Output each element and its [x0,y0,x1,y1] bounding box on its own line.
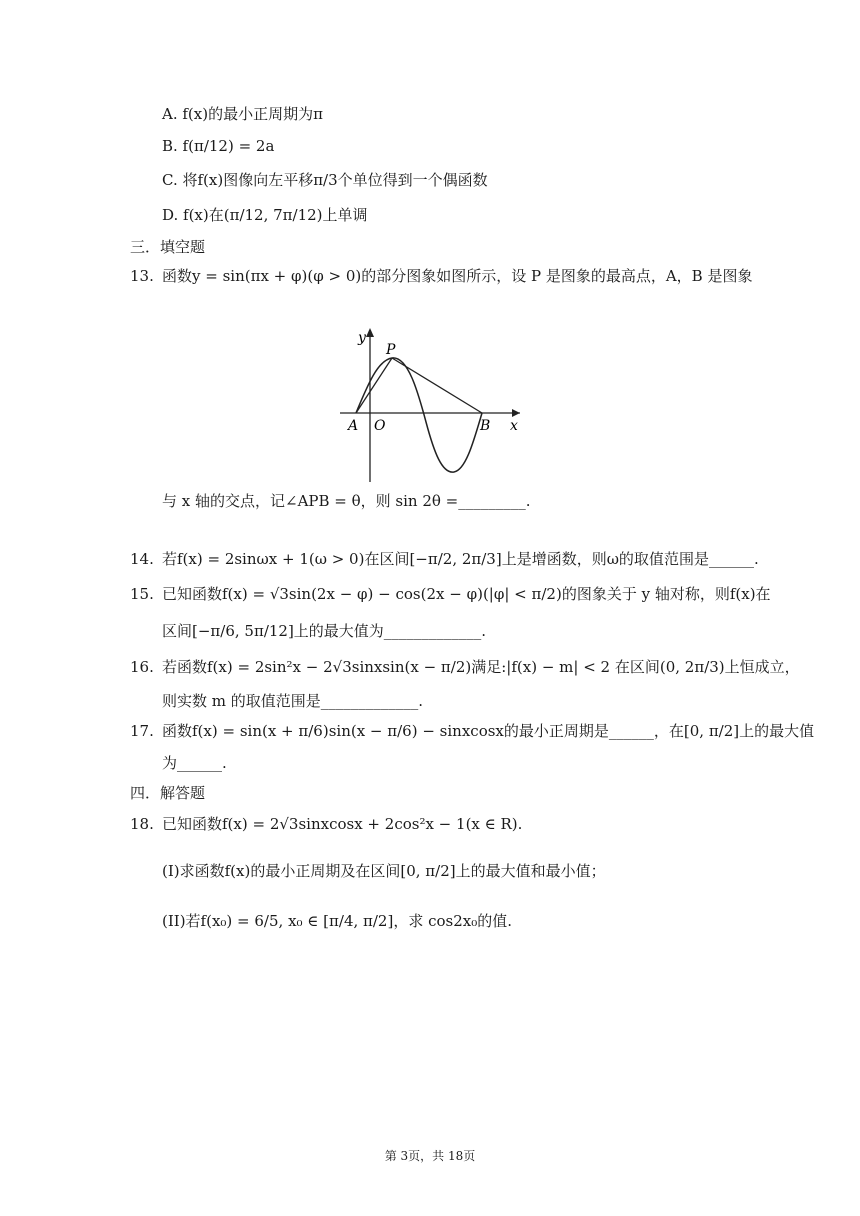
sine-graph-figure [330,322,530,484]
question-18-text: 已知函数f(x) = 2√3sinxcosx + 2cos²x − 1(x ∈ R). [162,815,523,833]
y-axis-arrow [366,328,374,337]
section-title-solutions: 四．解答题 [130,784,206,802]
segment-ap [356,358,392,413]
x-axis-label: x [510,418,518,434]
question-18-number: 18. [130,815,154,833]
option-b: B. f(π/12) = 2a [162,137,275,155]
option-d: D. f(x)在(π/12, 7π/12)上单调 [162,206,368,224]
question-15-text-continued: 区间[−π/6, 5π/12]上的最大值为_____________. [162,622,487,640]
question-13-text-continued: 与 x 轴的交点，记∠APB = θ，则 sin 2θ =_________. [162,492,531,510]
question-15-number: 15. [130,585,154,603]
origin-label: O [374,418,386,434]
question-17-number: 17. [130,722,154,740]
option-c: C. 将f(x)图像向左平移π/3个单位得到一个偶函数 [162,171,488,189]
point-a-label: A [348,418,359,434]
section-title-fill-blank: 三．填空题 [130,238,206,256]
option-a: A. f(x)的最小正周期为π [162,105,323,123]
question-15-text: 已知函数f(x) = √3sin(2x − φ) − cos(2x − φ)(|φ| < π/2)的图象关于 y 轴对称，则f(x)在 [162,585,771,603]
question-16-number: 16. [130,658,154,676]
question-13-text: 函数y = sin(πx + φ)(φ > 0)的部分图象如图所示，设 P 是图象的最高点，A，B 是图象 [162,267,753,285]
point-p-label: P [386,342,396,358]
question-17-text: 函数f(x) = sin(x + π/6)sin(x − π/6) − sinxcosx的最小正周期是______，在[0, π/2]上的最大值 [162,722,815,740]
question-18-part-1: (I)求函数f(x)的最小正周期及在区间[0, π/2]上的最大值和最小值； [162,862,606,880]
question-13-number: 13. [130,267,154,285]
question-14-number: 14. [130,550,154,568]
question-17-text-continued: 为______. [162,754,227,772]
question-16-text-continued: 则实数 m 的取值范围是_____________. [162,692,424,710]
question-14-text: 若f(x) = 2sinωx + 1(ω > 0)在区间[−π/2, 2π/3]上是增函数，则ω的取值范围是______. [162,550,759,568]
x-axis-arrow [512,409,520,417]
page-footer: 第 3页，共 18页 [384,1149,476,1163]
question-18-part-2: (II)若f(x₀) = 6/5, x₀ ∈ [π/4, π/2]，求 cos2x₀的值. [162,912,513,930]
question-16-text: 若函数f(x) = 2sin²x − 2√3sinxsin(x − π/2)满足:|f(x) − m| < 2 在区间(0, 2π/3)上恒成立， [162,658,800,676]
y-axis-label: y [358,330,366,346]
point-b-label: B [480,418,491,434]
segment-pb [392,358,482,413]
